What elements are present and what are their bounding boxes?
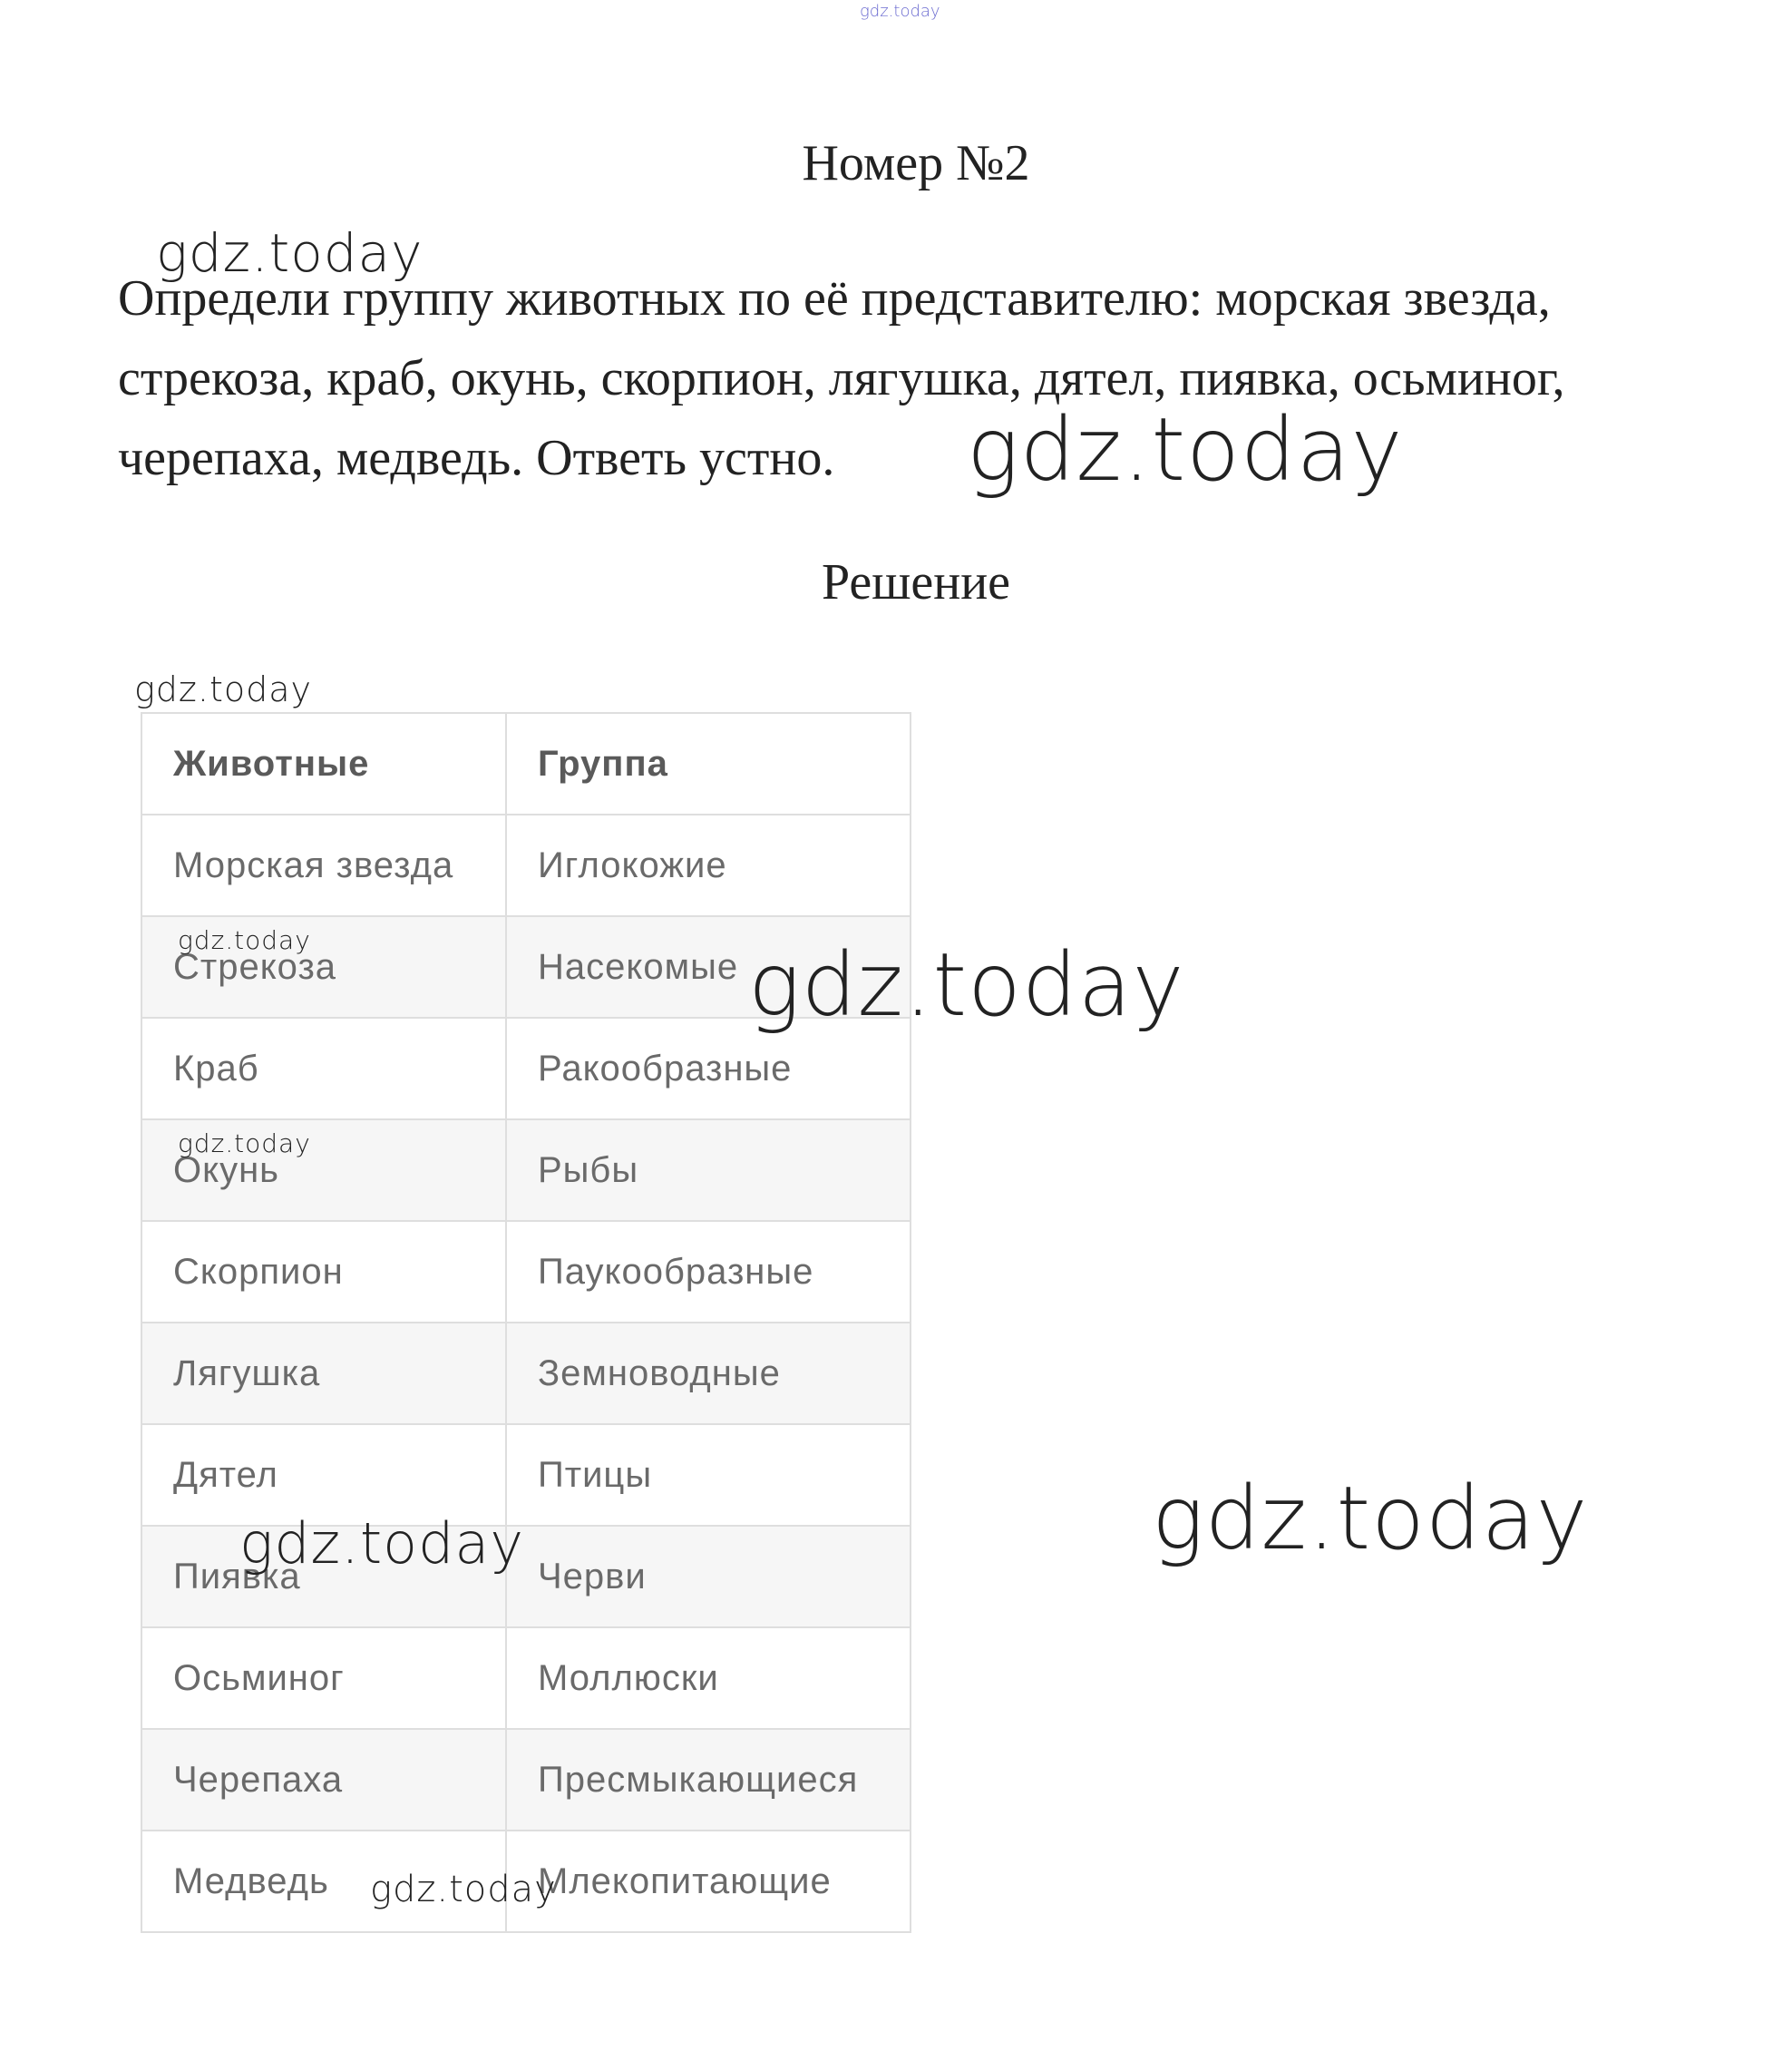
group-cell: Черви <box>506 1526 911 1627</box>
animal-cell: Дятел <box>141 1424 506 1526</box>
group-cell: Рыбы <box>506 1119 911 1221</box>
animal-cell: Пиявка <box>141 1526 506 1627</box>
watermark: gdz.today <box>748 934 1185 1036</box>
animal-cell: Осьминог <box>141 1627 506 1729</box>
animal-cell: Стрекоза <box>141 916 506 1018</box>
solution-heading: Решение <box>821 554 1011 610</box>
table-row <box>141 815 911 916</box>
animal-cell: Лягушка <box>141 1323 506 1424</box>
watermark: gdz.today <box>967 399 1404 501</box>
table-row <box>141 1627 911 1729</box>
watermark: gdz.today <box>156 222 424 284</box>
watermark: gdz.today <box>370 1869 557 1910</box>
table-header-row <box>141 713 911 815</box>
column-header-group: Группа <box>506 713 911 815</box>
table-row <box>141 1323 911 1424</box>
answers-table <box>141 712 911 1933</box>
group-cell: Млекопитающие <box>506 1831 911 1932</box>
watermark: gdz.today <box>134 669 312 709</box>
group-cell: Моллюски <box>506 1627 911 1729</box>
group-cell: Птицы <box>506 1424 911 1526</box>
animal-cell: Краб <box>141 1018 506 1119</box>
watermark: gdz.today <box>1152 1468 1589 1569</box>
table-row <box>141 1729 911 1831</box>
watermark: gdz.today <box>239 1510 525 1577</box>
animal-cell: Медведь <box>141 1831 506 1932</box>
watermark: gdz.today <box>178 925 311 955</box>
group-cell: Ракообразные <box>506 1018 911 1119</box>
watermark: gdz.today <box>178 1128 311 1158</box>
animal-cell: Окунь <box>141 1119 506 1221</box>
group-cell: Пресмыкающиеся <box>506 1729 911 1831</box>
group-cell: Паукообразные <box>506 1221 911 1323</box>
group-cell: Иглокожие <box>506 815 911 916</box>
group-cell: Насекомые <box>506 916 911 1018</box>
table-row <box>141 1221 911 1323</box>
animal-cell: Морская звезда <box>141 815 506 916</box>
watermark-top: gdz.today <box>860 2 940 21</box>
task-text: Определи группу животных по её представителю: морская звезда, стрекоза, краб, окунь, скорпион, лягушка, дятел, пиявка, осьминог, черепаха, медведь. Ответь устно. <box>118 270 1565 486</box>
animal-cell: Скорпион <box>141 1221 506 1323</box>
page-title: Номер №2 <box>802 135 1030 191</box>
group-cell: Земноводные <box>506 1323 911 1424</box>
column-header-animals: Животные <box>141 713 506 815</box>
animal-cell: Черепаха <box>141 1729 506 1831</box>
